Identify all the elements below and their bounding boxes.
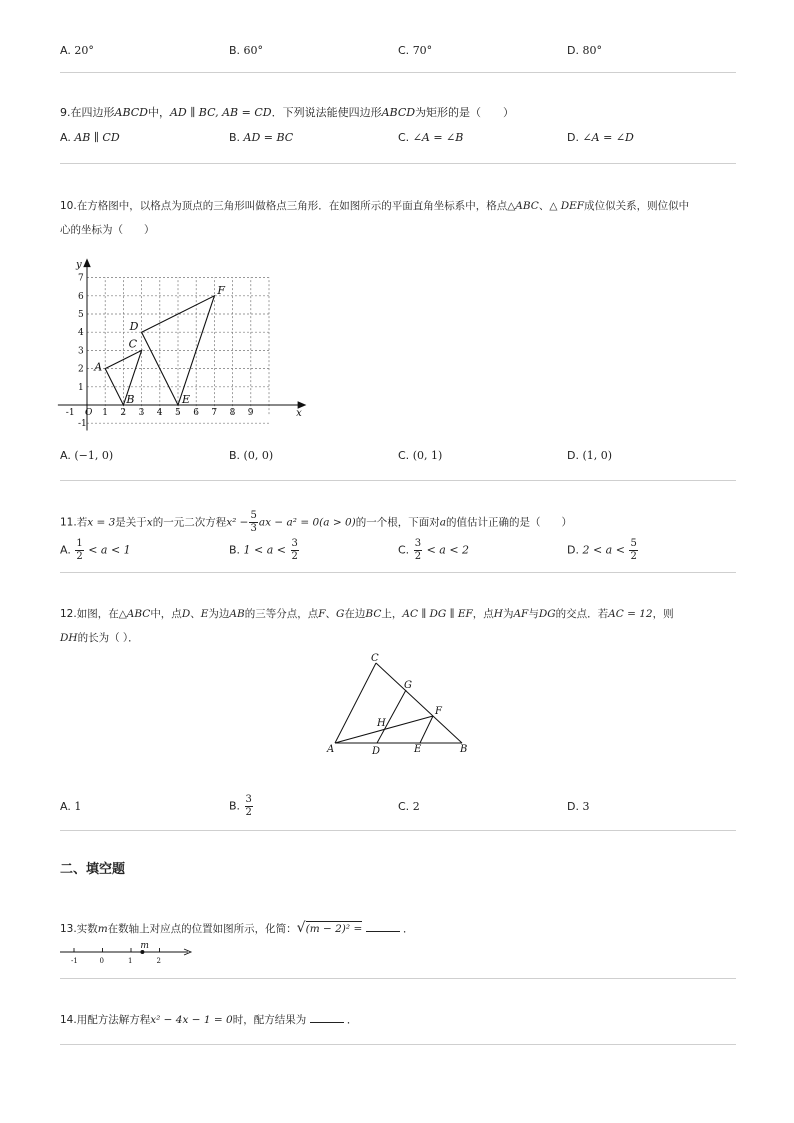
q10-option-c[interactable]: C. (0, 1) [398, 449, 443, 462]
label-f: F [435, 706, 442, 717]
q9-option-d[interactable]: D. ∠A = ∠D [567, 131, 634, 144]
q11-option-b[interactable]: B. 1 < a < $\frac{3}{2}$ [229, 538, 298, 562]
q14-stem: 14.用配方法解方程x² − 4x − 1 = 0时，配方结果为 ． [60, 1014, 358, 1026]
origin-label: O [85, 408, 93, 418]
q13-stem: 13.实数m在数轴上对应点的位置如图所示，化简：√(m − 2)² = ． [60, 920, 414, 936]
q9-option-a[interactable]: A. AB ∥ CD [60, 131, 120, 144]
q9-stem: 9.在四边形ABCD中，AD ∥ BC, AB = CD．下列说法能使四边形ABCD为矩形的是（ ） [60, 106, 515, 119]
q14-answer-blank[interactable] [310, 1012, 344, 1023]
y-axis-label: y [76, 259, 82, 271]
q13-answer-blank[interactable] [366, 921, 400, 932]
q13-number-line [58, 940, 198, 968]
divider [60, 72, 736, 73]
q8-option-c[interactable]: C. 70° [398, 44, 433, 57]
label-h: H [377, 718, 386, 729]
y-tick-label: 5 [78, 310, 84, 320]
point-label-c: C [128, 337, 138, 351]
label-a: A [327, 744, 335, 755]
q9-option-c[interactable]: C. ∠A = ∠B [398, 131, 464, 144]
label-g: G [404, 680, 412, 691]
x-axis-label: x [296, 408, 302, 419]
number-line-tick-label: -1 [71, 957, 78, 965]
label-b: B [460, 744, 468, 755]
number-line-tick-label: 1 [128, 957, 133, 965]
x-tick-label: 9 [247, 408, 254, 418]
y-axis-arrow [84, 260, 90, 267]
x-tick-label: 8 [229, 408, 236, 418]
q11-option-d[interactable]: D. 2 < a < $\frac{5}{2}$ [567, 538, 637, 562]
segment-cb [376, 663, 462, 743]
q10-option-a[interactable]: A. (−1, 0) [60, 449, 114, 462]
q12-option-d[interactable]: D. 3 [567, 800, 590, 813]
q12-option-c[interactable]: C. 2 [398, 800, 420, 813]
x-tick-label: 2 [120, 408, 127, 418]
x-tick-label: 5 [175, 408, 181, 418]
q12-option-b[interactable]: B. $\frac{3}{2}$ [229, 794, 252, 818]
q8-option-d[interactable]: D. 80° [567, 44, 602, 57]
q9-options [60, 131, 740, 151]
x-tick-label: 7 [211, 408, 218, 418]
number-line-tick-label: 2 [156, 957, 161, 965]
divider [60, 830, 736, 831]
point-m-label: m [140, 941, 149, 951]
q10-coordinate-graph [62, 252, 302, 442]
divider [60, 1044, 736, 1045]
y-tick-label: 7 [78, 273, 84, 284]
divider [60, 480, 736, 481]
x-tick-label: 6 [193, 408, 199, 418]
point-label-b: B [126, 393, 135, 406]
q8-options [60, 44, 740, 64]
x-tick-label: 1 [102, 408, 108, 418]
q10-options [60, 449, 740, 469]
q10-option-b[interactable]: B. (0, 0) [229, 449, 274, 462]
q11-options [60, 538, 740, 564]
q11-option-a[interactable]: A. $\frac{1}{2}$ < a < 1 [60, 538, 131, 562]
point-label-f: F [217, 283, 226, 297]
y-tick-label: -1 [78, 419, 87, 430]
y-tick-label: 4 [78, 328, 84, 339]
q11-stem: 11.若x = 3是关于x的一元二次方程x² − $\frac{5}{3}$ ax − a² = 0(a > 0)的一个根，下面对a的值估计正确的是（ ） [60, 510, 573, 534]
divider [60, 163, 736, 164]
q10-stem: 10.在方格图中，以格点为顶点的三角形叫做格点三角形．在如图所示的平面直角坐标系中，格点△ABC、△ DEF成位似关系，则位似中 心的坐标为（ ） [60, 200, 690, 236]
q11-option-c[interactable]: C. $\frac{3}{2}$ < a < 2 [398, 538, 470, 562]
y-tick-label: 1 [78, 382, 84, 393]
x-tick-label: -1 [65, 408, 75, 418]
label-c: C [371, 653, 379, 664]
segment-dg [377, 690, 406, 743]
segment-ef [420, 716, 433, 743]
q12-stem: 12.如图，在△ABC中，点D、E为边AB的三等分点，点F、G在边BC上，AC ∥ DG ∥ EF，点H为AF与DG的交点．若AC = 12，则 DH的长为（ ）． [60, 608, 674, 644]
point-label-e: E [182, 393, 191, 406]
y-tick-label: 2 [78, 364, 84, 375]
x-tick-label: 4 [156, 408, 163, 418]
divider [60, 978, 736, 979]
q8-option-b[interactable]: B. 60° [229, 44, 264, 57]
divider [60, 572, 736, 573]
q9-option-b[interactable]: B. AD = BC [229, 131, 294, 144]
number-line-tick-label: 0 [99, 957, 104, 965]
point-label-d: D [129, 320, 139, 334]
label-e: E [414, 744, 422, 755]
x-tick-label: 3 [138, 408, 145, 418]
q8-option-a[interactable]: A. 20° [60, 44, 94, 57]
q12-triangle-figure [320, 648, 480, 760]
y-tick-label: 3 [78, 346, 84, 357]
label-d: D [372, 746, 381, 757]
point-label-a: A [94, 360, 103, 374]
q10-option-d[interactable]: D. (1, 0) [567, 449, 613, 462]
q12-option-a[interactable]: A. 1 [60, 800, 82, 813]
q12-options [60, 794, 740, 822]
section-title: 二、填空题 [60, 862, 126, 877]
segment-ac [335, 663, 376, 743]
y-tick-label: 6 [78, 291, 84, 302]
